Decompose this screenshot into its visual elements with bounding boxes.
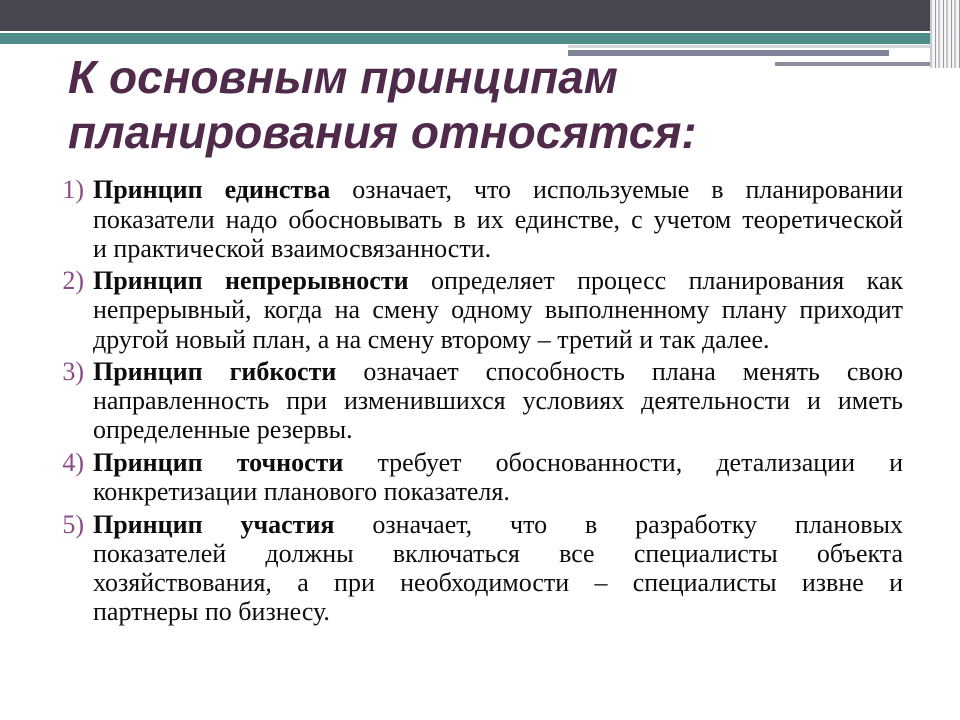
principle-term: Принцип единства — [93, 175, 331, 205]
item-number: 2) — [62, 266, 84, 296]
item-text — [93, 357, 903, 445]
item-line-text: означает, что в разработку плановых — [372, 509, 903, 539]
header-teal-band — [0, 33, 930, 44]
item-line: направленность при изменившихся условиях деятельности и иметь — [93, 386, 903, 416]
item-line-text: определяет процесс планирования как — [431, 266, 903, 296]
header-pale-line — [568, 45, 930, 48]
header-vertical-stripes — [930, 0, 960, 68]
item-text — [93, 448, 903, 506]
header-dark-band — [0, 0, 930, 31]
item-line: хозяйствования, а при необходимости – специалисты извне и — [93, 568, 903, 598]
item-number: 4) — [62, 447, 84, 477]
item-line — [93, 175, 903, 204]
item-text — [93, 510, 903, 627]
principle-item-1 — [0, 175, 903, 263]
item-line-text: означает, что используемые в планировании — [352, 175, 903, 205]
item-text — [93, 266, 903, 354]
item-line: показатели надо обосновывать в их единстве, с учетом теоретической — [93, 204, 903, 234]
item-line: другой новый план, а на смену второму – третий и так далее. — [93, 324, 770, 354]
principles-list — [0, 175, 903, 629]
item-line: партнеры по бизнесу. — [93, 597, 330, 627]
header-accent-bar-lower — [775, 62, 942, 66]
principle-term: Принцип точности — [93, 447, 344, 477]
item-number: 5) — [62, 509, 84, 539]
slide-title: К основным принципам планирования относятся: — [68, 51, 697, 158]
item-line — [93, 357, 903, 386]
item-line: показателей должны включаться все специалисты объекта — [93, 538, 903, 568]
item-line: конкретизации планового показателя. — [93, 477, 510, 507]
item-number: 3) — [62, 357, 84, 387]
item-line — [93, 510, 903, 539]
item-line — [93, 266, 903, 295]
item-text — [93, 175, 903, 263]
principle-item-2 — [0, 266, 903, 354]
principle-item-3 — [0, 357, 903, 445]
item-line-text: требует обоснованности, детализации и — [377, 447, 903, 477]
principle-term: Принцип непрерывности — [93, 266, 409, 296]
principle-item-5 — [0, 510, 903, 627]
item-line: определенные резервы. — [93, 415, 353, 445]
principle-term: Принцип участия — [93, 509, 335, 539]
principle-term: Принцип гибкости — [93, 357, 337, 387]
item-line: и практической взаимосвязанности. — [93, 233, 492, 263]
principle-item-4 — [0, 448, 903, 506]
item-line-text: означает способность плана менять свою — [363, 357, 903, 387]
item-line — [93, 448, 903, 477]
item-line: непрерывный, когда на смену одному выполненному плану приходит — [93, 295, 903, 325]
item-number: 1) — [62, 175, 84, 205]
